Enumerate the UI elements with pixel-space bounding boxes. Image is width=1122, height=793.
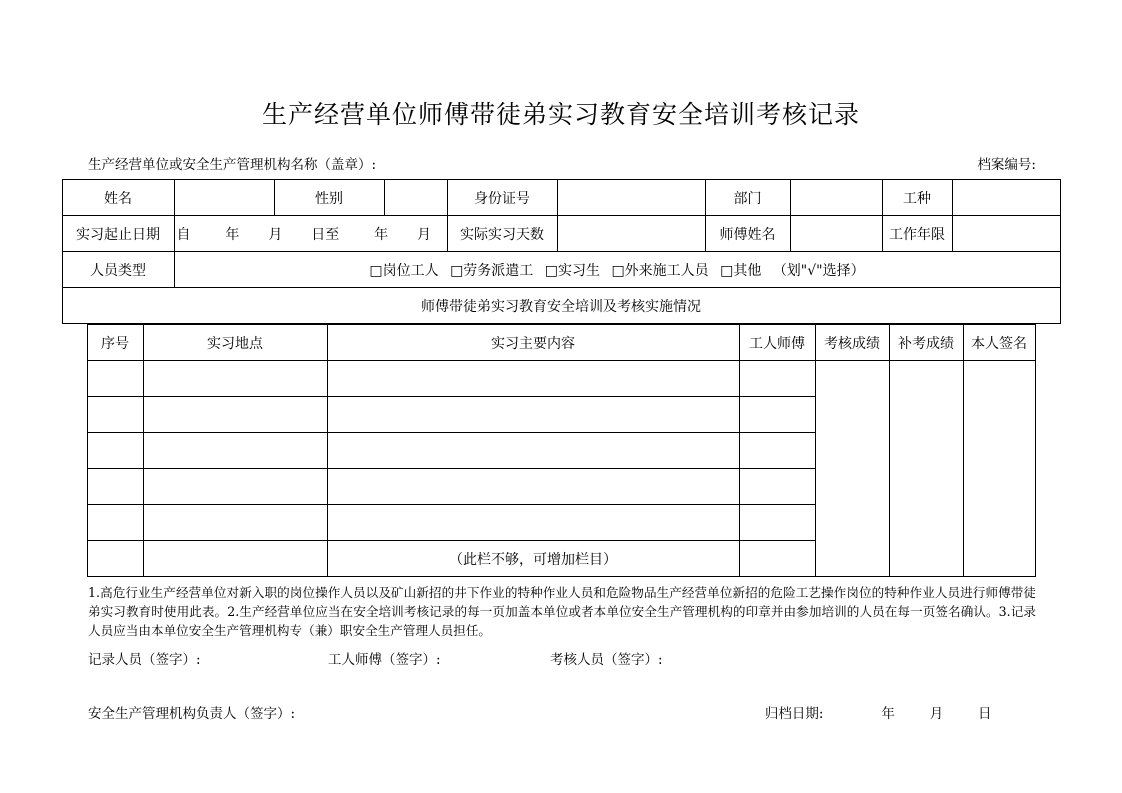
work-years-label: 工作年限 [882,216,952,252]
work-years-value[interactable] [952,216,1060,252]
gender-label: 性别 [274,180,384,216]
cell-content[interactable] [327,397,739,433]
period-year-start: 年 [225,226,240,243]
checkbox-option-intern[interactable]: □实习生 [544,262,600,279]
archive-number-label: 档案编号: [977,157,1036,173]
master-name-label: 师傅姓名 [705,216,790,252]
cell-seq[interactable] [87,433,143,469]
cell-master[interactable] [739,397,815,433]
table-row [87,361,1035,397]
checkbox-option-external-worker[interactable]: □外来施工人员 [611,262,709,279]
section-header: 师傅带徒弟实习教育安全培训及考核实施情况 [62,288,1060,324]
cell-place[interactable] [143,433,327,469]
name-label: 姓名 [62,180,174,216]
cell-place[interactable] [143,541,327,577]
info-table [62,179,1061,324]
signature-row [88,648,1122,668]
checkbox-hint: （划"√"选择） [772,262,865,279]
id-number-value[interactable] [557,180,705,216]
cell-content[interactable] [327,505,739,541]
actual-days-value[interactable] [557,216,705,252]
cell-seq[interactable] [87,361,143,397]
archive-date-group [765,702,1022,722]
period-day-start: 日至 [311,226,340,243]
cell-master[interactable] [739,433,815,469]
cell-seq[interactable] [87,541,143,577]
job-type-label: 工种 [882,180,952,216]
recorder-signature-label: 记录人员（签字）: [88,652,201,669]
cell-master[interactable] [739,541,815,577]
manager-signature-label: 安全生产管理机构负责人（签字）: [88,706,296,723]
column-header-score: 考核成绩 [815,325,889,361]
master-name-value[interactable] [790,216,882,252]
archive-date-fields[interactable] [881,702,1022,722]
department-label: 部门 [705,180,790,216]
cell-content-note: （此栏不够，可增加栏目） [327,541,739,577]
checkbox-option-dispatch-worker[interactable]: □劳务派遣工 [450,262,534,279]
footnote-text: 1.高危行业生产经营单位对新入职的岗位操作人员以及矿山新招的井下作业的特种作业人员和危险物品生产经营单位新招的危险工艺操作岗位的特种作业人员进行师傅带徒弟实习教育时使用此表。2.生产经营单位应当在安全培训考核记录的每一页加盖本单位或者本单位安全生产管理机构的印章并由参加培训的人员在每一页签名确认。3.记录人员应当由本单位安全生产管理机构专（兼）职安全生产管理人员担任。 [88,585,1036,639]
period-month-start: 月 [268,226,283,243]
checkbox-option-post-worker[interactable]: □岗位工人 [369,262,439,279]
cell-seq[interactable] [87,469,143,505]
cell-score-merged[interactable] [815,361,889,577]
archive-date-year: 年 [881,706,895,723]
cell-signature-merged[interactable] [963,361,1035,577]
cell-content[interactable] [327,361,739,397]
personnel-type-options [174,252,1060,288]
column-header-retest-score: 补考成绩 [889,325,963,361]
archive-date-label: 归档日期: [764,706,824,723]
name-value[interactable] [174,180,274,216]
header-line [88,153,1036,173]
department-value[interactable] [790,180,882,216]
master-worker-signature-label: 工人师傅（签字）: [328,652,441,669]
cell-seq[interactable] [87,397,143,433]
column-header-content: 实习主要内容 [327,325,739,361]
actual-days-label: 实际实习天数 [447,216,557,252]
period-label: 实习起止日期 [62,216,174,252]
personnel-type-label: 人员类型 [62,252,174,288]
assessor-signature-label: 考核人员（签字）: [550,652,663,669]
cell-master[interactable] [739,469,815,505]
column-header-place: 实习地点 [143,325,327,361]
period-from: 自 [176,226,191,243]
cell-content[interactable] [327,469,739,505]
cell-master[interactable] [739,505,815,541]
cell-master[interactable] [739,361,815,397]
gender-value[interactable] [384,180,447,216]
cell-place[interactable] [143,505,327,541]
info-row-personnel-type [62,252,1060,288]
cell-place[interactable] [143,361,327,397]
archive-date-day: 日 [978,706,992,723]
info-row-identity [62,180,1060,216]
cell-place[interactable] [143,397,327,433]
period-value[interactable] [174,216,447,252]
column-header-signature: 本人签名 [963,325,1035,361]
bottom-row [88,702,1022,722]
cell-seq[interactable] [87,505,143,541]
archive-date-month: 月 [929,706,944,723]
id-number-label: 身份证号 [447,180,557,216]
checkbox-option-other[interactable]: □其他 [720,262,762,279]
job-type-value[interactable] [952,180,1060,216]
records-table [87,324,1036,577]
org-name-label: 生产经营单位或安全生产管理机构名称（盖章）: [88,157,377,173]
section-header-row [62,288,1060,324]
cell-retest-merged[interactable] [889,361,963,577]
cell-content[interactable] [327,433,739,469]
records-header-row [87,325,1035,361]
page-title: 生产经营单位师傅带徒弟实习教育安全培训考核记录 [261,100,860,129]
column-header-master: 工人师傅 [739,325,815,361]
info-row-period [62,216,1060,252]
period-year-end: 年 [374,226,389,243]
cell-place[interactable] [143,469,327,505]
column-header-seq: 序号 [87,325,143,361]
period-month-end: 月 [417,226,432,243]
